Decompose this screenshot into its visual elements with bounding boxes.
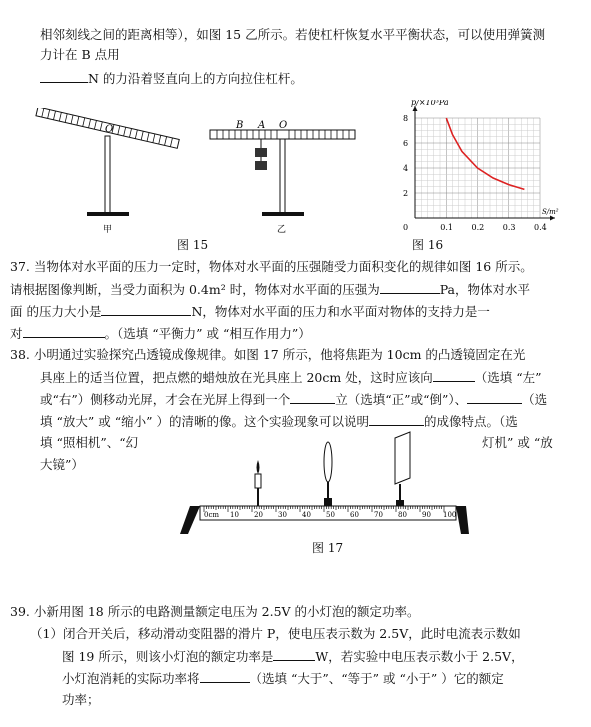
q37-line4: 对 。（选填 “平衡力” 或 “相互作用力”）	[10, 326, 311, 341]
x-tick-label: 0	[403, 223, 409, 232]
q38-line2: 具座上的适当位置，把点燃的蜡烛放在光具座上 20cm 处，这时应该向 （选填 “左”	[40, 370, 542, 385]
answer-blank[interactable]	[380, 281, 440, 294]
candle	[255, 460, 261, 506]
answer-blank[interactable]	[290, 391, 335, 404]
answer-blank[interactable]	[23, 325, 105, 338]
x-axis-arrow	[550, 216, 555, 221]
q36-line2: 力计在 B 点用	[40, 47, 120, 62]
svg-text:50: 50	[326, 511, 335, 519]
figure-16-chart	[385, 100, 565, 240]
weight-top	[255, 148, 267, 157]
svg-text:10: 10	[230, 511, 239, 519]
answer-blank[interactable]	[433, 369, 475, 382]
q39-line1: 39. 小新用图 18 所示的电路测量额定电压为 2.5V 的小灯泡的额定功率。	[10, 604, 420, 619]
lever-jia	[36, 108, 179, 235]
weight-bottom	[255, 161, 267, 170]
q36-line3-text: N 的力沿着竖直向上的方向拉住杠杆。	[88, 71, 303, 86]
label-jia: 甲	[103, 225, 113, 235]
figure-15-caption: 图 15	[177, 238, 209, 252]
figure-17-caption: 图 17	[312, 541, 344, 555]
svg-text:80: 80	[398, 511, 407, 519]
point-a-label: A	[258, 120, 266, 131]
y-axis-label: p/×10³Pa	[411, 100, 449, 107]
svg-text:90: 90	[422, 511, 431, 519]
x-tick-label: 0.1	[440, 223, 453, 232]
q38-line5b: 灯机” 或 “放	[482, 435, 553, 450]
convex-lens	[324, 442, 332, 506]
q39-line4: 小灯泡消耗的实际功率将 （选填 “大于”、“等于” 或 “小于” ）它的额定	[62, 671, 504, 686]
answer-blank[interactable]	[273, 648, 315, 661]
pivot-label-o-jia: O	[105, 124, 114, 135]
figure-17-optical-bench	[178, 428, 470, 536]
pivot-label-o: O	[279, 120, 288, 131]
figure-16-caption: 图 16	[412, 238, 444, 252]
q38-line6: 大镜”）	[40, 457, 84, 472]
q36-line3	[40, 70, 303, 87]
q37-line3: 面 的压力大小是 N，物体对水平面的压力和水平面对物体的支持力是一	[10, 304, 490, 319]
answer-blank[interactable]	[101, 303, 191, 316]
q38-line5a: 填 “照相机”、“幻	[40, 435, 139, 450]
bench-leg-left	[180, 506, 200, 534]
svg-text:100: 100	[443, 511, 457, 519]
answer-blank[interactable]	[467, 391, 522, 404]
q37-line1: 37. 当物体对水平面的压力一定时，物体对水平面的压强随受力面积变化的规律如图 16 所示。	[10, 259, 533, 274]
figure-15	[25, 108, 375, 238]
q37-line2: 请根据图像判断，当受力面积为 0.4m² 时，物体对水平面的压强为 Pa，物体对水平	[10, 282, 531, 297]
svg-text:30: 30	[278, 511, 287, 519]
answer-blank[interactable]	[369, 413, 424, 426]
svg-text:20: 20	[254, 511, 263, 519]
q36-line1: 相邻刻线之间的距离相等），如图 15 乙所示。若使杠杆恢复水平平衡状态，可以使用弹簧测	[40, 27, 546, 42]
y-tick-label: 2	[403, 189, 409, 198]
y-tick-label: 6	[403, 139, 409, 148]
svg-text:60: 60	[350, 511, 359, 519]
y-tick-label: 8	[403, 114, 409, 123]
svg-text:70: 70	[374, 511, 383, 519]
curve-p-vs-s	[446, 118, 524, 189]
q39-line3: 图 19 所示，则该小灯泡的额定功率是 W，若实验中电压表示数小于 2.5V，	[62, 649, 524, 664]
q38-line3: 或“右”）侧移动光屏，才会在光屏上得到一个 立（选填“正”或“倒”）、 （选	[40, 392, 548, 407]
answer-blank[interactable]	[200, 670, 250, 683]
x-tick-label: 0.3	[502, 223, 516, 232]
bench-unit: 0cm	[204, 511, 220, 519]
q38-line1: 38. 小明通过实验探究凸透镜成像规律。如图 17 所示，他将焦距为 10cm 的凸透镜固定在光	[10, 347, 526, 362]
answer-blank[interactable]	[40, 70, 88, 83]
label-yi: 乙	[277, 225, 287, 235]
q39-line2: （1）闭合开关后，移动滑动变阻器的滑片 P，使电压表示数为 2.5V，此时电流表示数如	[30, 626, 521, 641]
lever-yi	[210, 120, 355, 235]
point-b-label: B	[236, 120, 244, 131]
x-tick-label: 0.4	[534, 223, 547, 232]
y-tick-label: 4	[403, 164, 409, 173]
x-tick-label: 0.2	[471, 223, 485, 232]
bench-leg-right	[456, 506, 469, 534]
q39-line5: 功率；	[62, 692, 100, 707]
light-screen	[395, 432, 410, 506]
x-axis-label: S/m²	[542, 208, 559, 216]
q38-line4: 填 “放大” 或 “缩小” ）的清晰的像。这个实验现象可以说明 的成像特点。（选	[40, 414, 518, 429]
svg-text:40: 40	[302, 511, 311, 519]
